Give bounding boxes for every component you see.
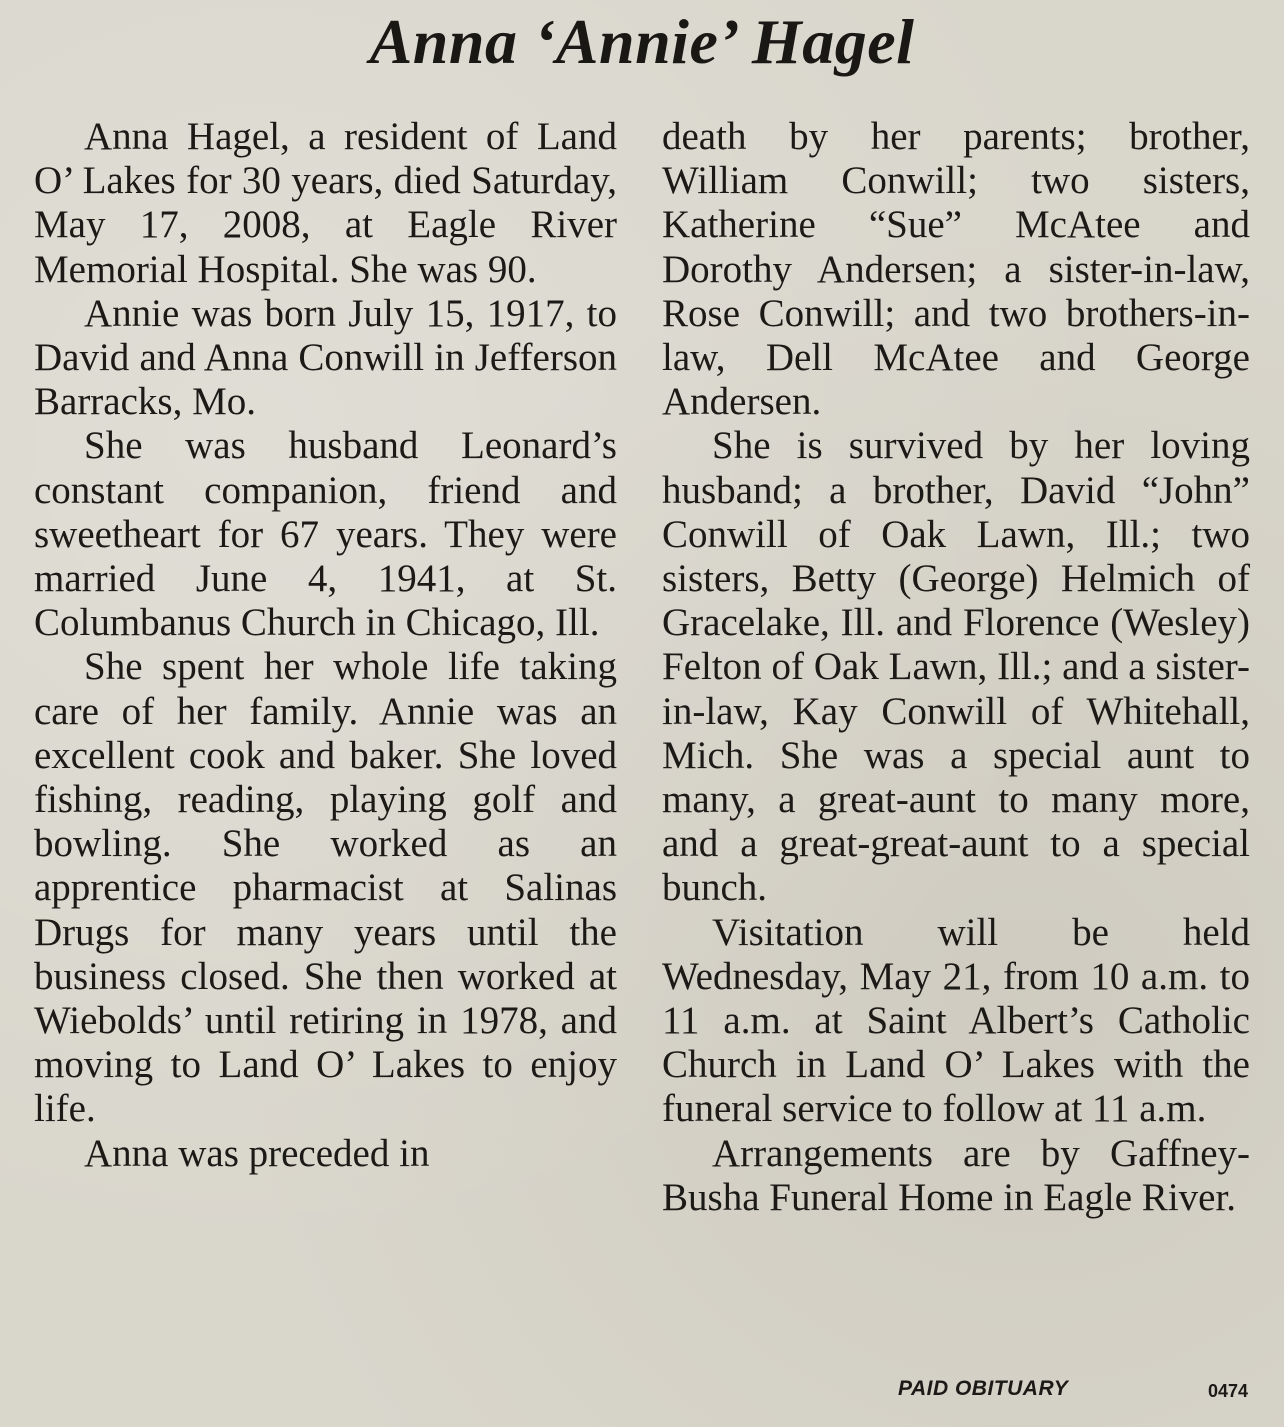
paragraph-arrangements: Arrangements are by Gaffney-Busha Funeral Home in Eagle River. <box>662 1131 1250 1219</box>
paragraph-life: She spent her whole life taking care of her family. Annie was an excellent cook and baker. She loved fishing, reading, playing golf and bowling. She worked as an apprentice pharmacist at Salinas Drugs for many years until the business closed. She then worked at Wiebolds’ until retiring in 1978, and moving to Land O’ Lakes to enjoy life. <box>34 645 617 1131</box>
left-column <box>34 115 617 1176</box>
paragraph-preceded-continued: death by her parents; brother, William Conwill; two sisters, Katherine “Sue” McAtee and Dorothy Andersen; a sister-in-law, Rose Conwill; and two brothers-in-law, Dell McAtee and George Andersen. <box>662 115 1250 424</box>
obituary-title: Anna ‘Annie’ Hagel <box>369 6 915 77</box>
paid-obituary-label: PAID OBITUARY <box>898 1377 1069 1400</box>
obituary-footer <box>662 1375 1250 1415</box>
obituary-code: 0474 <box>1207 1381 1248 1401</box>
paragraph-death-notice: Anna Hagel, a resident of Land O’ Lakes for 30 years, died Saturday, May 17, 2008, at Eagle River Memorial Hospital. She was 90. <box>34 115 617 291</box>
paragraph-preceded-start: Anna was preceded in <box>84 1131 430 1175</box>
paragraph-survivors: She is survived by her loving husband; a brother, David “John” Conwill of Oak Lawn, Ill.; two sisters, Betty (George) Helmich of Gracelake, Ill. and Florence (Wesley) Felton of Oak Lawn, Ill.; and a sister-in-law, Kay Conwill of Whitehall, Mich. She was a special aunt to many, a great-aunt to many more, and a great-great-aunt to a special bunch. <box>662 424 1250 910</box>
right-column <box>662 115 1250 1220</box>
paragraph-birth: Annie was born July 15, 1917, to David and Anna Conwill in Jefferson Barracks, Mo. <box>34 291 617 424</box>
paragraph-marriage: She was husband Leonard’s constant companion, friend and sweetheart for 67 years. They were married June 4, 1941, at St. Columbanus Church in Chicago, Ill. <box>34 424 617 645</box>
paragraph-visitation: Visitation will be held Wednesday, May 21, from 10 a.m. to 11 a.m. at Saint Albert’s Catholic Church in Land O’ Lakes with the funeral service to follow at 11 a.m. <box>662 910 1250 1131</box>
